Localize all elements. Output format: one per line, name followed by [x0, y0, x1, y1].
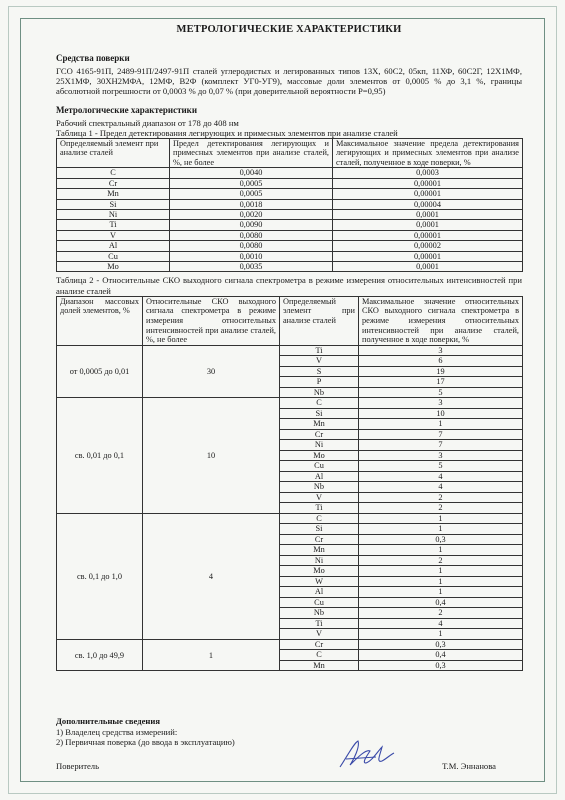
table2-value-cell: 7 — [359, 429, 523, 440]
table2-element-cell: Cu — [280, 461, 359, 472]
table1-header-cell: Максимальное значение предела детектирования легирующих и примесных элементов при анализе сталей, полученное в ходе поверки, % — [333, 138, 523, 168]
table2-value-cell: 0,4 — [359, 597, 523, 608]
table2-element-cell: S — [280, 366, 359, 377]
table1-cell: Cu — [57, 251, 170, 261]
additional-info — [56, 716, 235, 748]
table2-element-cell: Ti — [280, 503, 359, 514]
table1-cell: 0,0001 — [333, 210, 523, 220]
table2-element-cell: Nb — [280, 387, 359, 398]
table2-element-cell: Mo — [280, 450, 359, 461]
table2-header-cell: Диапазон массовых долей элементов, % — [57, 296, 143, 345]
table2-range-cell: св. 1,0 до 49,9 — [57, 639, 143, 671]
table1-row — [57, 210, 523, 220]
table1-cell: C — [57, 168, 170, 178]
additional-item-verification: 2) Первичная поверка (до ввода в эксплуатацию) — [56, 737, 235, 747]
table2-value-cell: 1 — [359, 629, 523, 640]
table2-element-cell: Mn — [280, 545, 359, 556]
table2-element-cell: Ni — [280, 440, 359, 451]
table2-header-cell: Определяемый элемент при анализе сталей — [280, 296, 359, 345]
table2-value-cell: 5 — [359, 461, 523, 472]
table2-body — [57, 345, 523, 671]
table2-value-cell: 2 — [359, 503, 523, 514]
table2-caption: Таблица 2 - Относительные СКО выходного сигнала спектрометра в режиме измерения относительных интенсивностей при анализе сталей — [56, 275, 522, 296]
table2-element-cell: V — [280, 356, 359, 367]
table2-value-cell: 0,3 — [359, 660, 523, 671]
table2-element-cell: Cr — [280, 534, 359, 545]
table1-cell: 0,0040 — [170, 168, 333, 178]
table1-cell: 0,00002 — [333, 241, 523, 251]
table2-limit-cell: 30 — [143, 345, 280, 398]
table2-element-cell: Cr — [280, 429, 359, 440]
table1-row — [57, 230, 523, 240]
table1 — [56, 138, 523, 273]
table2-value-cell: 2 — [359, 492, 523, 503]
table2-range-cell: св. 0,1 до 1,0 — [57, 513, 143, 639]
table2-value-cell: 2 — [359, 608, 523, 619]
table2-value-cell: 3 — [359, 450, 523, 461]
table2-element-cell: C — [280, 398, 359, 409]
table2-element-cell: V — [280, 492, 359, 503]
table2-range-cell: св. 0,01 до 0,1 — [57, 398, 143, 514]
spectral-range: Рабочий спектральный диапазон от 178 до 408 нм — [56, 117, 239, 128]
table1-row — [57, 199, 523, 209]
table2-value-cell: 4 — [359, 471, 523, 482]
table1-row — [57, 178, 523, 188]
table2-element-cell: W — [280, 576, 359, 587]
table1-header-cell: Определяемый элемент при анализе сталей — [57, 138, 170, 168]
table1-row — [57, 241, 523, 251]
table2-value-cell: 0,4 — [359, 650, 523, 661]
table2-element-cell: Ti — [280, 618, 359, 629]
table2-value-cell: 4 — [359, 618, 523, 629]
table2-limit-cell: 10 — [143, 398, 280, 514]
table2 — [56, 296, 523, 671]
table2-value-cell: 4 — [359, 482, 523, 493]
table1-caption: Таблица 1 - Предел детектирования легирующих и примесных элементов при анализе сталей — [56, 127, 398, 138]
table2-row — [57, 639, 523, 650]
table1-row — [57, 189, 523, 199]
table2-value-cell: 1 — [359, 524, 523, 535]
table2-limit-cell: 4 — [143, 513, 280, 639]
verifier-name: Т.М. Эннанова — [442, 761, 496, 771]
table2-header-cell: Максимальное значение относительных СКО выходного сигнала спектрометра в режиме измерения относительных интенсивностей при анализе сталей, полученное в ходе поверки, % — [359, 296, 523, 345]
table1-cell: Mn — [57, 189, 170, 199]
table1-cell: 0,0005 — [170, 178, 333, 188]
table1-cell: 0,0090 — [170, 220, 333, 230]
table2-value-cell: 1 — [359, 513, 523, 524]
table1-cell: Al — [57, 241, 170, 251]
additional-heading: Дополнительные сведения — [56, 716, 160, 726]
table2-value-cell: 1 — [359, 545, 523, 556]
table2-header-cell: Относительные СКО выходного сигнала спектрометра в режиме измерения относительных интенсивностей при анализе сталей, %, не более — [143, 296, 280, 345]
table2-element-cell: Ni — [280, 555, 359, 566]
table2-value-cell: 2 — [359, 555, 523, 566]
table2-element-cell: Nb — [280, 482, 359, 493]
verifier-label: Поверитель — [56, 761, 99, 771]
table1-header — [57, 138, 523, 168]
additional-item-owner: 1) Владелец средства измерений: — [56, 726, 178, 737]
table2-limit-cell: 1 — [143, 639, 280, 671]
table1-cell: Mo — [57, 262, 170, 272]
table1-cell: 0,0003 — [333, 168, 523, 178]
table2-value-cell: 3 — [359, 398, 523, 409]
table1-cell: 0,0018 — [170, 199, 333, 209]
table2-row — [57, 513, 523, 524]
table1-cell: V — [57, 230, 170, 240]
table2-element-cell: Si — [280, 408, 359, 419]
signature-scribble-icon — [336, 737, 396, 771]
table2-value-cell: 3 — [359, 345, 523, 356]
table1-cell: 0,00001 — [333, 230, 523, 240]
table1-cell: 0,00001 — [333, 178, 523, 188]
table1-header-cell: Предел детектирования легирующих и примесных элементов при анализе сталей, %, не более — [170, 138, 333, 168]
document-body — [56, 24, 522, 671]
table2-row — [57, 345, 523, 356]
table2-header — [57, 296, 523, 345]
table2-element-cell: Ti — [280, 345, 359, 356]
table1-row — [57, 168, 523, 178]
table2-value-cell: 17 — [359, 377, 523, 388]
table2-element-cell: Mn — [280, 419, 359, 430]
table2-value-cell: 1 — [359, 566, 523, 577]
table2-element-cell: C — [280, 650, 359, 661]
table1-cell: Ti — [57, 220, 170, 230]
table1-body — [57, 168, 523, 272]
table1-cell: 0,00004 — [333, 199, 523, 209]
table1-row — [57, 251, 523, 261]
table2-element-cell: P — [280, 377, 359, 388]
table1-cell: 0,0080 — [170, 230, 333, 240]
table1-cell: 0,0080 — [170, 241, 333, 251]
table2-value-cell: 7 — [359, 440, 523, 451]
table2-element-cell: C — [280, 513, 359, 524]
table1-row — [57, 220, 523, 230]
table1-row — [57, 262, 523, 272]
table1-cell: 0,0001 — [333, 220, 523, 230]
table2-element-cell: Mn — [280, 660, 359, 671]
standards-heading: Средства поверки — [56, 53, 130, 63]
table2-value-cell: 0,3 — [359, 534, 523, 545]
table2-element-cell: V — [280, 629, 359, 640]
table2-value-cell: 1 — [359, 576, 523, 587]
table1-cell: Si — [57, 199, 170, 209]
table2-value-cell: 6 — [359, 356, 523, 367]
table2-element-cell: Al — [280, 587, 359, 598]
table2-value-cell: 0,3 — [359, 639, 523, 650]
standards-text: ГСО 4165-91П, 2489-91П/2497-91П сталей углеродистых и легированных типов 13Х, 60С2, 05кп, 11ХФ, 60С2Г, 12Х1МФ, 25Х1МФ, 30ХН2МФА, 12МФ, В2Ф (комплект УГ0-УГ9), массовые доли элементов от 0,0005 % до 3,1 %, границы абсолютной погрешности от 0,0003 % до 0,07 % (при доверительной вероятности Р=0,95) — [56, 66, 522, 97]
table1-cell: 0,0001 — [333, 262, 523, 272]
table1-cell: 0,00001 — [333, 251, 523, 261]
page-title: МЕТРОЛОГИЧЕСКИЕ ХАРАКТЕРИСТИКИ — [176, 24, 402, 35]
table2-element-cell: Cr — [280, 639, 359, 650]
table2-element-cell: Nb — [280, 608, 359, 619]
table2-value-cell: 1 — [359, 419, 523, 430]
table2-row — [57, 398, 523, 409]
table2-element-cell: Mo — [280, 566, 359, 577]
table2-value-cell: 19 — [359, 366, 523, 377]
metro-heading: Метрологические характеристики — [56, 104, 198, 115]
table2-element-cell: Cu — [280, 597, 359, 608]
table2-value-cell: 5 — [359, 387, 523, 398]
table1-cell: 0,0020 — [170, 210, 333, 220]
table1-cell: 0,0005 — [170, 189, 333, 199]
table2-value-cell: 10 — [359, 408, 523, 419]
table1-cell: 0,0035 — [170, 262, 333, 272]
table1-cell: Cr — [57, 178, 170, 188]
table2-value-cell: 1 — [359, 587, 523, 598]
table2-element-cell: Si — [280, 524, 359, 535]
table1-cell: Ni — [57, 210, 170, 220]
table2-range-cell: от 0,0005 до 0,01 — [57, 345, 143, 398]
table1-cell: 0,0010 — [170, 251, 333, 261]
table2-element-cell: Al — [280, 471, 359, 482]
table1-cell: 0,00001 — [333, 189, 523, 199]
